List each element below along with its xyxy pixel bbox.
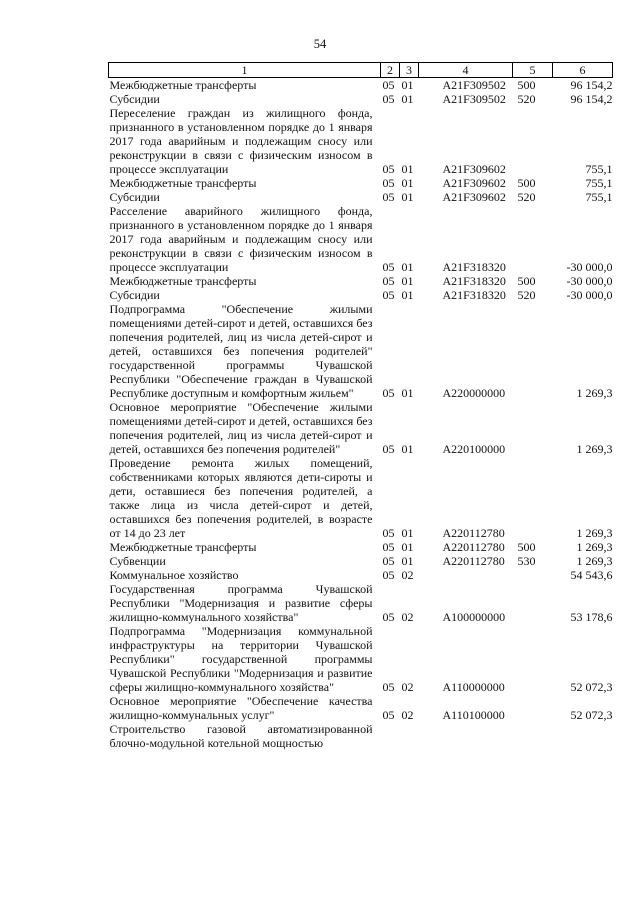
row-name: Межбюджетные трансферты (109, 540, 257, 554)
row-section (381, 722, 400, 750)
row-section: 05 (382, 386, 395, 400)
row-expense-type: 520 (517, 190, 536, 204)
row-target-code: A21F309502 (442, 92, 506, 106)
row-amount: 755,1 (585, 162, 613, 176)
row-section: 05 (382, 260, 395, 274)
row-name: Основное мероприятие "Обеспечение жилыми помещениями детей-сирот и детей, оставшихся без попечения родителей, лиц из числа детей-сирот и детей, оставшихся без попечения родителей" (109, 400, 373, 456)
table-row (109, 204, 613, 274)
row-subsection: 01 (401, 554, 414, 568)
table-row (109, 554, 613, 568)
row-amount: 1 269,3 (576, 540, 613, 554)
row-amount: 96 154,2 (570, 92, 613, 106)
row-expense-type: 500 (517, 78, 536, 92)
table-row (109, 694, 613, 722)
table-row (109, 92, 613, 106)
row-name: Переселение граждан из жилищного фонда, признанного в установленном порядке до 1 января 2017 года аварийным и подлежащим сносу или реконструкции в связи с физическим износом в процессе эксплуатации (109, 106, 373, 176)
row-target-code: A21F309502 (442, 78, 506, 92)
row-section: 05 (382, 274, 395, 288)
row-expense-type (513, 456, 553, 540)
row-amount: 1 269,3 (576, 526, 613, 540)
row-expense-type: 520 (517, 92, 536, 106)
row-subsection: 02 (401, 680, 414, 694)
row-amount: 1 269,3 (576, 554, 613, 568)
row-name: Расселение аварийного жилищного фонда, признанного в установленном порядке до 1 января 2017 года аварийным и подлежащим сносу или реконструкции в связи с физическим износом в процессе эксплуатации (109, 204, 373, 274)
budget-table (108, 62, 613, 750)
row-section: 05 (382, 554, 395, 568)
row-section: 05 (382, 162, 395, 176)
table-row (109, 302, 613, 400)
row-amount: 755,1 (585, 190, 613, 204)
row-target-code: A100000000 (442, 610, 506, 624)
row-name: Строительство газовой автоматизированной блочно-модульной котельной мощностью (109, 722, 373, 750)
row-target-code: A21F318320 (442, 260, 506, 274)
column-header-3: 3 (400, 63, 419, 78)
row-target-code: A110000000 (442, 680, 505, 694)
column-header-6: 6 (553, 63, 613, 78)
row-target-code: A220100000 (442, 442, 506, 456)
row-amount: 1 269,3 (576, 386, 613, 400)
row-subsection: 01 (401, 442, 414, 456)
row-section: 05 (382, 680, 395, 694)
row-subsection: 01 (401, 288, 414, 302)
row-expense-type (513, 106, 553, 176)
page-number: 54 (313, 37, 327, 51)
row-amount: -30 000,0 (566, 260, 613, 274)
row-subsection: 01 (401, 526, 414, 540)
row-section: 05 (382, 78, 395, 92)
row-subsection: 01 (401, 190, 414, 204)
row-name: Межбюджетные трансферты (109, 176, 257, 190)
row-name: Субвенции (109, 554, 166, 568)
row-name: Подпрограмма "Обеспечение жилыми помещениями детей-сирот и детей, оставшихся без попечения родителей, лиц из числа детей-сирот и детей, оставшихся без попечения родителей" государственной программы Чувашской Республики "Обеспечение граждан в Чувашской Республике доступным и комфортным жильем" (109, 302, 373, 400)
row-name: Межбюджетные трансферты (109, 78, 257, 92)
row-subsection: 02 (401, 568, 414, 582)
column-header-4: 4 (419, 63, 513, 78)
row-amount: -30 000,0 (566, 288, 613, 302)
column-header-2: 2 (381, 63, 400, 78)
row-section: 05 (382, 610, 395, 624)
table-row (109, 582, 613, 624)
row-subsection: 01 (401, 78, 414, 92)
row-amount: 755,1 (585, 176, 613, 190)
row-target-code: A220112780 (442, 526, 505, 540)
row-name: Основное мероприятие "Обеспечение качества жилищно-коммунальных услуг" (109, 694, 373, 722)
column-header-1: 1 (109, 63, 381, 78)
row-subsection: 01 (401, 540, 414, 554)
table-row (109, 106, 613, 176)
row-name: Проведение ремонта жилых помещений, собственниками которых являются дети-сироты и дети, оставшиеся без попечения родителей, а также лица из числа детей-сирот и детей, оставшихся без попечения родителей, в возрасте от 14 до 23 лет (109, 456, 373, 540)
row-subsection: 01 (401, 386, 414, 400)
row-subsection: 01 (401, 162, 414, 176)
row-target-code: A220000000 (442, 386, 506, 400)
row-amount: 53 178,6 (570, 610, 613, 624)
table-row (109, 400, 613, 456)
row-expense-type: 500 (517, 274, 536, 288)
row-expense-type (513, 722, 553, 750)
row-target-code (419, 568, 513, 582)
row-expense-type (513, 400, 553, 456)
row-subsection: 01 (401, 274, 414, 288)
row-section: 05 (382, 526, 395, 540)
row-subsection: 01 (401, 176, 414, 190)
row-subsection: 02 (401, 610, 414, 624)
table-row (109, 568, 613, 582)
row-target-code (419, 722, 513, 750)
row-target-code: A220112780 (442, 554, 505, 568)
table-header-row (109, 63, 613, 78)
row-subsection: 01 (401, 92, 414, 106)
row-amount: -30 000,0 (566, 274, 613, 288)
row-name: Подпрограмма "Модернизация коммунальной инфраструктуры на территории Чувашской Республики" государственной программы Чувашской Республики "Модернизация и развитие сферы жилищно-коммунального хозяйства" (109, 624, 373, 694)
table-row (109, 190, 613, 204)
row-target-code: A21F318320 (442, 288, 506, 302)
row-amount (553, 722, 613, 750)
row-amount: 1 269,3 (576, 442, 613, 456)
row-amount: 54 543,6 (570, 568, 613, 582)
table-row (109, 274, 613, 288)
row-amount: 96 154,2 (570, 78, 613, 92)
table-row (109, 722, 613, 750)
table-row (109, 288, 613, 302)
row-name: Субсидии (109, 288, 160, 302)
row-expense-type (513, 204, 553, 274)
row-expense-type: 520 (517, 288, 536, 302)
row-name: Межбюджетные трансферты (109, 274, 257, 288)
row-section: 05 (382, 92, 395, 106)
table-body (109, 78, 613, 751)
table-row (109, 456, 613, 540)
row-expense-type (513, 302, 553, 400)
row-section: 05 (382, 176, 395, 190)
table-row (109, 176, 613, 190)
row-target-code: A220112780 (442, 540, 505, 554)
row-target-code: A21F309602 (442, 190, 506, 204)
row-section: 05 (382, 708, 395, 722)
row-expense-type: 530 (517, 554, 536, 568)
row-name: Субсидии (109, 92, 160, 106)
row-target-code: A110100000 (442, 708, 505, 722)
row-expense-type: 500 (517, 176, 536, 190)
row-subsection: 01 (401, 260, 414, 274)
row-expense-type (513, 694, 553, 722)
row-amount: 52 072,3 (570, 680, 613, 694)
row-target-code: A21F309602 (442, 176, 506, 190)
row-target-code: A21F318320 (442, 274, 506, 288)
table-row (109, 540, 613, 554)
table-row (109, 78, 613, 93)
column-header-5: 5 (513, 63, 553, 78)
row-section: 05 (382, 568, 395, 582)
row-amount: 52 072,3 (570, 708, 613, 722)
row-subsection (400, 722, 419, 750)
row-section: 05 (382, 540, 395, 554)
row-expense-type (513, 568, 553, 582)
row-subsection: 02 (401, 708, 414, 722)
row-section: 05 (382, 190, 395, 204)
row-name: Государственная программа Чувашской Республики "Модернизация и развитие сферы жилищно-коммунального хозяйства" (109, 582, 373, 624)
row-expense-type: 500 (517, 540, 536, 554)
row-name: Коммунальное хозяйство (109, 568, 239, 582)
row-expense-type (513, 582, 553, 624)
row-section: 05 (382, 288, 395, 302)
row-section: 05 (382, 442, 395, 456)
row-name: Субсидии (109, 190, 160, 204)
row-expense-type (513, 624, 553, 694)
table-row (109, 624, 613, 694)
row-target-code: A21F309602 (442, 162, 506, 176)
